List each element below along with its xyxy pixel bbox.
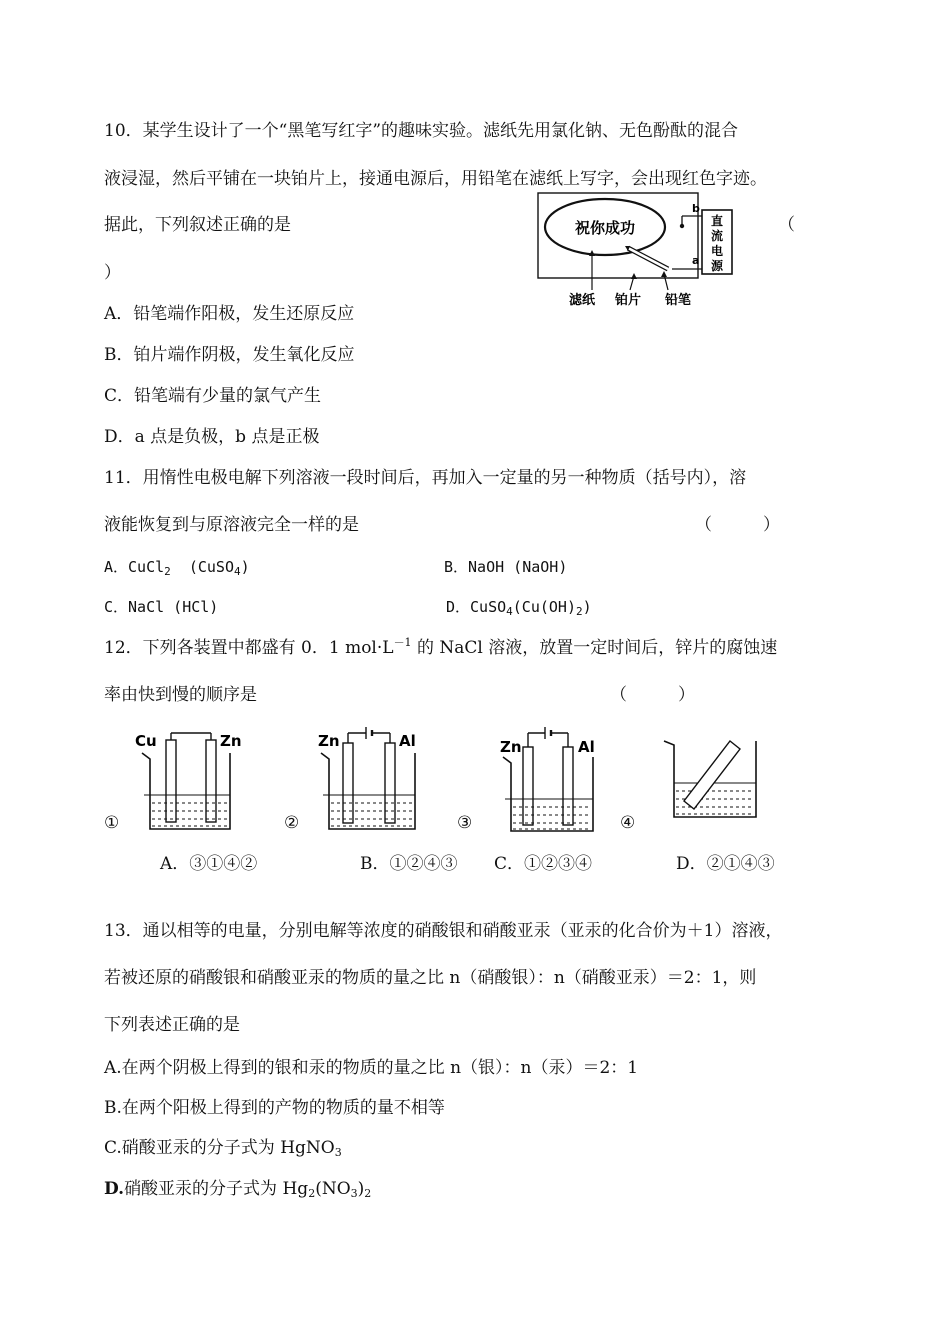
svg-text:流: 流 xyxy=(710,229,724,243)
q10-line3: 据此，下列叙述正确的是 xyxy=(104,215,291,235)
svg-text:电: 电 xyxy=(710,244,724,258)
svg-text:源: 源 xyxy=(710,259,724,273)
zn-electrode xyxy=(206,740,216,822)
q12-num-2: ② xyxy=(284,813,300,833)
al-electrode xyxy=(563,747,573,825)
q12-line2: 率由快到慢的顺序是 xyxy=(104,685,257,705)
q12-num-3: ③ xyxy=(457,813,473,833)
q11-line1: 11．用惰性电极电解下列溶液一段时间后，再加入一定量的另一种物质（括号内），溶 xyxy=(104,468,747,488)
q12-num-4: ④ xyxy=(620,813,636,833)
beaker-4-figure xyxy=(660,735,770,825)
svg-text:直: 直 xyxy=(710,214,724,228)
q11-line2: 液能恢复到与原溶液完全一样的是 xyxy=(104,515,359,535)
q11-option-c: C．NaCl (HCl) xyxy=(104,598,219,616)
q10-option-a: A．铅笔端作阳极，发生还原反应 xyxy=(104,304,355,324)
q12-option-a: A．③①④② xyxy=(160,854,258,874)
q10-paren-open: （ xyxy=(778,215,795,235)
q10-option-d: D．a 点是负极，b 点是正极 xyxy=(104,427,320,447)
q10-line1: 10．某学生设计了一个“黑笔写红字”的趣味实验。滤纸先用氯化钠、无色酚酞的混合 xyxy=(104,121,739,141)
zn-electrode xyxy=(523,747,533,825)
beaker-1-right-label: Zn xyxy=(220,732,242,750)
q12-option-c: C．①②③④ xyxy=(494,854,593,874)
beaker-2-left-label: Zn xyxy=(318,732,340,750)
q13-line3: 下列表述正确的是 xyxy=(104,1015,240,1035)
q12-paren: （ ） xyxy=(610,685,695,705)
cu-electrode xyxy=(166,740,176,822)
beaker-2-right-label: Al xyxy=(399,732,416,750)
q12-line1: 12．下列各装置中都盛有 0．1 $mol\cdot L^{-1}$ 的 NaCl 溶液，放置一定时间后，锌片的腐蚀速 xyxy=(104,636,778,658)
label-pencil: 铅笔 xyxy=(664,293,692,308)
q13-line1: 13．通以相等的电量，分别电解等浓度的硝酸银和硝酸亚汞（亚汞的化合价为＋1）溶液， xyxy=(104,921,783,941)
label-a: a xyxy=(692,254,700,267)
q11-option-b: B．NaOH (NaOH) xyxy=(444,558,568,576)
q13-option-b: B.在两个阳极上得到的产物的物质的量不相等 xyxy=(104,1098,445,1118)
q11-option-a: A．CuCl$_2$ (CuSO$_4$) xyxy=(104,558,250,578)
q12-option-d: D．②①④③ xyxy=(676,854,775,874)
q12-option-b: B．①②④③ xyxy=(360,854,458,874)
beaker-1-figure xyxy=(130,725,245,835)
q13-option-d: D.硝酸亚汞的分子式为 $Hg_2(NO_3)_2$ xyxy=(104,1179,372,1200)
beaker-1-left-label: Cu xyxy=(135,732,157,750)
q11-paren: （ ） xyxy=(695,515,780,535)
q11-option-d: D．$CuSO_4(Cu(OH)_2)$ xyxy=(446,598,592,618)
q13-option-a: A.在两个阴极上得到的银和汞的物质的量之比 n（银）：n（汞）＝2：1 xyxy=(104,1058,639,1078)
beaker-3-right-label: Al xyxy=(578,738,595,756)
q13-option-d-label: D. xyxy=(104,1179,125,1199)
label-b: b xyxy=(692,202,700,215)
beaker-3-left-label: Zn xyxy=(500,738,522,756)
q10-line2: 液浸湿，然后平铺在一块铂片上，接通电源后，用铅笔在滤纸上写字，会出现红色字迹。 xyxy=(104,169,767,189)
beaker-3-figure xyxy=(497,725,612,835)
q13-option-c: C.硝酸亚汞的分子式为 HgNO$_3$ xyxy=(104,1138,342,1159)
oval-text: 祝你成功 xyxy=(574,219,636,237)
q10-electrolysis-figure xyxy=(530,190,750,312)
label-filter-paper: 滤纸 xyxy=(568,293,596,308)
q13-line2: 若被还原的硝酸银和硝酸亚汞的物质的量之比 n（硝酸银）：n（硝酸亚汞）＝2：1，则 xyxy=(104,968,757,988)
q12-num-1: ① xyxy=(104,813,120,833)
beaker-2-figure xyxy=(315,725,430,835)
q10-option-b: B．铂片端作阴极，发生氧化反应 xyxy=(104,345,355,365)
label-platinum: 铂片 xyxy=(614,293,642,308)
q10-paren-close: ） xyxy=(104,263,121,283)
q10-option-c: C．铅笔端有少量的氯气产生 xyxy=(104,386,322,406)
